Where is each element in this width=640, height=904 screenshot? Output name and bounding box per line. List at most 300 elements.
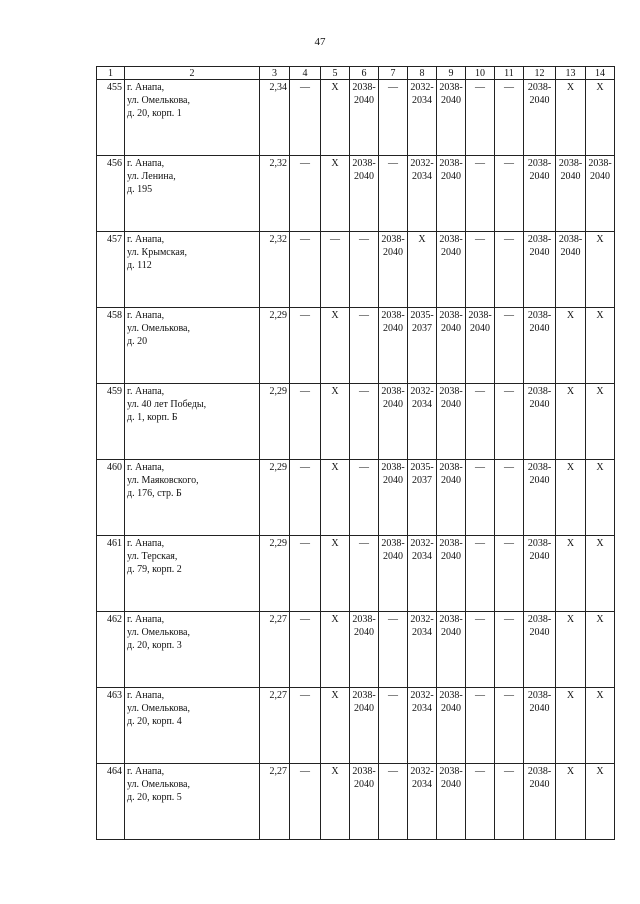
period-line: 2040 bbox=[383, 475, 403, 486]
period-line: 2037 bbox=[412, 475, 432, 486]
table-row bbox=[97, 156, 615, 232]
period-line: 2038- bbox=[381, 234, 405, 245]
period-line: 2034 bbox=[412, 171, 432, 182]
address-cell bbox=[125, 460, 260, 536]
period-cell-col6 bbox=[350, 308, 379, 384]
period-cell-col9 bbox=[437, 384, 466, 460]
address-line: ул. Омелькова, bbox=[127, 703, 190, 714]
period-line: 2038- bbox=[352, 158, 376, 169]
period-cell-col8 bbox=[408, 764, 437, 840]
period-line: — bbox=[475, 234, 485, 245]
period-cell-col7 bbox=[379, 536, 408, 612]
period-cell-col12 bbox=[524, 384, 556, 460]
period-line: 2034 bbox=[412, 703, 432, 714]
period-cell-col5 bbox=[321, 384, 350, 460]
period-cell-col4 bbox=[290, 688, 321, 764]
period-cell-col8 bbox=[408, 80, 437, 156]
column-number: 4 bbox=[290, 67, 321, 80]
address-line: г. Анапа, bbox=[127, 538, 165, 549]
address-line: ул. Ленина, bbox=[127, 171, 176, 182]
period-cell-col9 bbox=[437, 536, 466, 612]
period-line: — bbox=[300, 766, 310, 777]
period-line: 2038- bbox=[381, 538, 405, 549]
period-line: 2032- bbox=[410, 158, 434, 169]
period-line: — bbox=[475, 386, 485, 397]
period-line: — bbox=[359, 538, 369, 549]
period-cell-col4 bbox=[290, 612, 321, 688]
period-cell-col11 bbox=[495, 156, 524, 232]
period-line: 2040 bbox=[354, 627, 374, 638]
period-cell-col11 bbox=[495, 80, 524, 156]
period-line: — bbox=[388, 614, 398, 625]
row-number: 461 bbox=[97, 536, 125, 612]
period-line: 2038- bbox=[352, 690, 376, 701]
column-number: 13 bbox=[556, 67, 586, 80]
row-number: 463 bbox=[97, 688, 125, 764]
column-number-row bbox=[97, 67, 615, 80]
address-line: д. 112 bbox=[127, 260, 152, 271]
period-line: — bbox=[504, 766, 514, 777]
period-line: X bbox=[331, 690, 339, 701]
period-cell-col10 bbox=[466, 80, 495, 156]
period-cell-col7 bbox=[379, 232, 408, 308]
period-line: 2040 bbox=[441, 323, 461, 334]
period-line: X bbox=[331, 538, 339, 549]
period-cell-col12 bbox=[524, 688, 556, 764]
address-line: д. 20, корп. 5 bbox=[127, 792, 182, 803]
period-line: 2040 bbox=[529, 703, 550, 714]
address-line: д. 20 bbox=[127, 336, 148, 347]
period-cell-col7 bbox=[379, 156, 408, 232]
period-cell-col8 bbox=[408, 308, 437, 384]
period-line: 2032- bbox=[410, 766, 434, 777]
column-number: 8 bbox=[408, 67, 437, 80]
period-line: 2035- bbox=[410, 462, 434, 473]
period-cell-col11 bbox=[495, 232, 524, 308]
address-cell bbox=[125, 764, 260, 840]
period-line: X bbox=[331, 614, 339, 625]
period-cell-col4 bbox=[290, 764, 321, 840]
column-number: 14 bbox=[586, 67, 615, 80]
period-line: 2034 bbox=[412, 551, 432, 562]
period-cell-col8 bbox=[408, 688, 437, 764]
period-cell-col8 bbox=[408, 612, 437, 688]
address-cell bbox=[125, 232, 260, 308]
address-line: г. Анапа, bbox=[127, 386, 165, 397]
period-line: X bbox=[596, 386, 604, 397]
period-line: 2040 bbox=[441, 475, 461, 486]
period-cell-col14 bbox=[586, 688, 615, 764]
period-line: 2040 bbox=[470, 323, 490, 334]
column-number: 1 bbox=[97, 67, 125, 80]
address-cell bbox=[125, 384, 260, 460]
period-line: — bbox=[475, 158, 485, 169]
period-line: — bbox=[475, 82, 485, 93]
period-line: — bbox=[359, 234, 369, 245]
table-row bbox=[97, 384, 615, 460]
row-number: 462 bbox=[97, 612, 125, 688]
period-line: X bbox=[418, 234, 426, 245]
period-line: X bbox=[331, 310, 339, 321]
value-cell: 2,29 bbox=[260, 460, 290, 536]
register-table bbox=[96, 66, 615, 840]
address-line: ул. Омелькова, bbox=[127, 627, 190, 638]
address-line: г. Анапа, bbox=[127, 82, 165, 93]
period-cell-col7 bbox=[379, 612, 408, 688]
period-cell-col14 bbox=[586, 156, 615, 232]
period-cell-col13 bbox=[556, 612, 586, 688]
period-line: 2040 bbox=[441, 95, 461, 106]
period-line: 2040 bbox=[529, 399, 550, 410]
period-cell-col13 bbox=[556, 460, 586, 536]
period-line: X bbox=[596, 690, 604, 701]
period-cell-col10 bbox=[466, 384, 495, 460]
period-line: 2038- bbox=[558, 158, 583, 169]
period-line: — bbox=[300, 538, 310, 549]
period-cell-col9 bbox=[437, 308, 466, 384]
period-line: — bbox=[504, 386, 514, 397]
table-row bbox=[97, 688, 615, 764]
period-line: — bbox=[388, 690, 398, 701]
row-number: 458 bbox=[97, 308, 125, 384]
period-line: — bbox=[300, 234, 310, 245]
period-cell-col7 bbox=[379, 308, 408, 384]
period-line: 2034 bbox=[412, 779, 432, 790]
period-line: X bbox=[566, 310, 575, 321]
period-cell-col9 bbox=[437, 156, 466, 232]
period-cell-col8 bbox=[408, 232, 437, 308]
period-cell-col5 bbox=[321, 612, 350, 688]
period-line: 2040 bbox=[529, 627, 550, 638]
period-cell-col14 bbox=[586, 80, 615, 156]
period-cell-col12 bbox=[524, 536, 556, 612]
period-line: X bbox=[566, 690, 575, 701]
period-line: 2038- bbox=[588, 158, 612, 169]
period-line: 2034 bbox=[412, 399, 432, 410]
period-line: X bbox=[566, 82, 575, 93]
period-cell-col10 bbox=[466, 688, 495, 764]
period-cell-col5 bbox=[321, 764, 350, 840]
period-cell-col5 bbox=[321, 688, 350, 764]
period-line: 2038- bbox=[439, 310, 463, 321]
address-line: ул. Крымская, bbox=[127, 247, 187, 258]
period-cell-col4 bbox=[290, 80, 321, 156]
value-cell: 2,29 bbox=[260, 536, 290, 612]
period-line: 2038- bbox=[527, 766, 552, 777]
period-line: — bbox=[504, 82, 514, 93]
table-row bbox=[97, 764, 615, 840]
period-cell-col14 bbox=[586, 764, 615, 840]
period-line: X bbox=[566, 766, 575, 777]
period-line: 2038- bbox=[527, 538, 552, 549]
period-line: X bbox=[566, 614, 575, 625]
address-line: г. Анапа, bbox=[127, 766, 165, 777]
period-line: 2040 bbox=[354, 95, 374, 106]
period-line: 2038- bbox=[527, 158, 552, 169]
period-line: X bbox=[331, 82, 339, 93]
address-line: ул. Маяковского, bbox=[127, 475, 199, 486]
period-line: — bbox=[475, 690, 485, 701]
period-cell-col11 bbox=[495, 764, 524, 840]
address-cell bbox=[125, 536, 260, 612]
period-cell-col12 bbox=[524, 308, 556, 384]
period-line: 2040 bbox=[441, 551, 461, 562]
period-line: — bbox=[504, 462, 514, 473]
period-line: — bbox=[388, 158, 398, 169]
value-cell: 2,27 bbox=[260, 612, 290, 688]
period-line: 2040 bbox=[529, 247, 550, 258]
period-line: 2040 bbox=[441, 703, 461, 714]
address-line: г. Анапа, bbox=[127, 614, 165, 625]
period-cell-col12 bbox=[524, 156, 556, 232]
period-line: 2032- bbox=[410, 614, 434, 625]
address-cell bbox=[125, 308, 260, 384]
period-cell-col6 bbox=[350, 612, 379, 688]
period-line: — bbox=[359, 462, 369, 473]
period-line: — bbox=[300, 310, 310, 321]
period-cell-col13 bbox=[556, 688, 586, 764]
period-line: 2038- bbox=[439, 82, 463, 93]
period-cell-col7 bbox=[379, 80, 408, 156]
period-cell-col14 bbox=[586, 232, 615, 308]
period-line: 2035- bbox=[410, 310, 434, 321]
period-line: — bbox=[504, 538, 514, 549]
period-cell-col12 bbox=[524, 612, 556, 688]
period-line: X bbox=[331, 158, 339, 169]
table-body bbox=[97, 67, 615, 840]
address-line: г. Анапа, bbox=[127, 158, 165, 169]
period-cell-col10 bbox=[466, 156, 495, 232]
period-line: 2038- bbox=[439, 386, 463, 397]
period-line: — bbox=[359, 386, 369, 397]
period-line: 2040 bbox=[354, 171, 374, 182]
period-line: 2038- bbox=[352, 82, 376, 93]
period-line: — bbox=[504, 234, 514, 245]
period-cell-col12 bbox=[524, 80, 556, 156]
column-number: 11 bbox=[495, 67, 524, 80]
period-line: 2038- bbox=[439, 766, 463, 777]
period-line: — bbox=[504, 310, 514, 321]
period-line: 2038- bbox=[439, 690, 463, 701]
period-cell-col7 bbox=[379, 384, 408, 460]
period-line: X bbox=[566, 462, 575, 473]
address-line: г. Анапа, bbox=[127, 462, 165, 473]
page-number: 47 bbox=[314, 36, 326, 48]
row-number: 457 bbox=[97, 232, 125, 308]
period-line: — bbox=[504, 158, 514, 169]
period-cell-col10 bbox=[466, 536, 495, 612]
period-cell-col13 bbox=[556, 308, 586, 384]
period-cell-col4 bbox=[290, 384, 321, 460]
table-row bbox=[97, 536, 615, 612]
period-line: 2038- bbox=[381, 462, 405, 473]
period-cell-col9 bbox=[437, 80, 466, 156]
period-cell-col5 bbox=[321, 232, 350, 308]
period-line: — bbox=[475, 614, 485, 625]
period-line: — bbox=[359, 310, 369, 321]
period-line: 2040 bbox=[383, 551, 403, 562]
period-line: — bbox=[388, 766, 398, 777]
value-cell: 2,34 bbox=[260, 80, 290, 156]
period-line: — bbox=[330, 234, 340, 245]
address-line: д. 79, корп. 2 bbox=[127, 564, 182, 575]
period-line: 2038- bbox=[527, 462, 552, 473]
period-line: — bbox=[475, 766, 485, 777]
period-line: X bbox=[596, 234, 604, 245]
period-line: 2038- bbox=[558, 234, 583, 245]
period-cell-col6 bbox=[350, 384, 379, 460]
address-line: г. Анапа, bbox=[127, 234, 165, 245]
column-number: 2 bbox=[125, 67, 260, 80]
period-line: 2040 bbox=[529, 323, 550, 334]
period-cell-col7 bbox=[379, 460, 408, 536]
period-cell-col13 bbox=[556, 156, 586, 232]
period-cell-col8 bbox=[408, 536, 437, 612]
value-cell: 2,32 bbox=[260, 232, 290, 308]
period-line: — bbox=[504, 690, 514, 701]
period-cell-col12 bbox=[524, 764, 556, 840]
period-cell-col10 bbox=[466, 764, 495, 840]
period-cell-col6 bbox=[350, 80, 379, 156]
period-cell-col14 bbox=[586, 384, 615, 460]
value-cell: 2,29 bbox=[260, 308, 290, 384]
address-line: д. 20, корп. 3 bbox=[127, 640, 182, 651]
period-cell-col8 bbox=[408, 460, 437, 536]
period-cell-col9 bbox=[437, 460, 466, 536]
period-line: 2040 bbox=[441, 247, 461, 258]
period-line: 2038- bbox=[527, 234, 552, 245]
row-number: 459 bbox=[97, 384, 125, 460]
period-line: 2040 bbox=[529, 171, 550, 182]
period-line: 2038- bbox=[439, 462, 463, 473]
period-line: 2032- bbox=[410, 538, 434, 549]
period-cell-col12 bbox=[524, 232, 556, 308]
period-cell-col5 bbox=[321, 308, 350, 384]
column-number: 7 bbox=[379, 67, 408, 80]
period-cell-col10 bbox=[466, 460, 495, 536]
period-line: 2038- bbox=[527, 386, 552, 397]
period-cell-col6 bbox=[350, 688, 379, 764]
period-line: 2032- bbox=[410, 82, 434, 93]
period-cell-col5 bbox=[321, 460, 350, 536]
period-line: 2034 bbox=[412, 95, 432, 106]
period-line: 2040 bbox=[441, 171, 461, 182]
period-cell-col8 bbox=[408, 384, 437, 460]
period-line: X bbox=[596, 538, 604, 549]
period-line: X bbox=[596, 614, 604, 625]
period-line: X bbox=[331, 386, 339, 397]
address-line: д. 176, стр. Б bbox=[127, 488, 182, 499]
value-cell: 2,32 bbox=[260, 156, 290, 232]
period-line: 2034 bbox=[412, 627, 432, 638]
period-line: — bbox=[388, 82, 398, 93]
value-cell: 2,27 bbox=[260, 764, 290, 840]
row-number: 455 bbox=[97, 80, 125, 156]
period-cell-col9 bbox=[437, 688, 466, 764]
period-cell-col14 bbox=[586, 460, 615, 536]
address-cell bbox=[125, 612, 260, 688]
period-line: 2038- bbox=[439, 538, 463, 549]
period-line: X bbox=[331, 462, 339, 473]
period-cell-col11 bbox=[495, 612, 524, 688]
address-cell bbox=[125, 688, 260, 764]
period-line: 2040 bbox=[354, 703, 374, 714]
period-cell-col5 bbox=[321, 156, 350, 232]
period-line: 2040 bbox=[383, 399, 403, 410]
address-line: ул. Омелькова, bbox=[127, 779, 190, 790]
period-line: X bbox=[596, 462, 604, 473]
period-line: — bbox=[300, 386, 310, 397]
period-line: 2040 bbox=[529, 475, 550, 486]
column-number: 9 bbox=[437, 67, 466, 80]
period-cell-col14 bbox=[586, 612, 615, 688]
period-cell-col10 bbox=[466, 308, 495, 384]
period-line: — bbox=[504, 614, 514, 625]
value-cell: 2,29 bbox=[260, 384, 290, 460]
period-line: X bbox=[566, 386, 575, 397]
period-line: 2032- bbox=[410, 690, 434, 701]
period-cell-col6 bbox=[350, 536, 379, 612]
address-line: ул. Терская, bbox=[127, 551, 178, 562]
address-line: ул. Омелькова, bbox=[127, 95, 190, 106]
period-cell-col14 bbox=[586, 308, 615, 384]
period-line: 2040 bbox=[354, 779, 374, 790]
address-line: г. Анапа, bbox=[127, 690, 165, 701]
period-line: 2040 bbox=[441, 627, 461, 638]
period-line: — bbox=[475, 538, 485, 549]
period-cell-col4 bbox=[290, 460, 321, 536]
period-cell-col10 bbox=[466, 232, 495, 308]
period-line: 2040 bbox=[441, 399, 461, 410]
period-cell-col13 bbox=[556, 232, 586, 308]
period-line: 2038- bbox=[352, 766, 376, 777]
period-cell-col14 bbox=[586, 536, 615, 612]
period-line: X bbox=[596, 82, 604, 93]
period-line: 2038- bbox=[468, 310, 492, 321]
period-cell-col4 bbox=[290, 232, 321, 308]
period-line: 2038- bbox=[527, 82, 552, 93]
period-cell-col9 bbox=[437, 232, 466, 308]
period-cell-col9 bbox=[437, 764, 466, 840]
column-number: 12 bbox=[524, 67, 556, 80]
table-row bbox=[97, 612, 615, 688]
period-cell-col8 bbox=[408, 156, 437, 232]
period-line: — bbox=[300, 614, 310, 625]
period-line: 2038- bbox=[439, 614, 463, 625]
period-line: 2038- bbox=[439, 158, 463, 169]
table-row bbox=[97, 460, 615, 536]
period-cell-col11 bbox=[495, 384, 524, 460]
column-number: 3 bbox=[260, 67, 290, 80]
address-line: ул. 40 лет Победы, bbox=[127, 399, 207, 410]
period-line: 2038- bbox=[527, 614, 552, 625]
period-cell-col5 bbox=[321, 536, 350, 612]
table-row bbox=[97, 308, 615, 384]
row-number: 464 bbox=[97, 764, 125, 840]
table-row bbox=[97, 232, 615, 308]
period-line: X bbox=[596, 766, 604, 777]
period-cell-col7 bbox=[379, 764, 408, 840]
period-line: — bbox=[300, 462, 310, 473]
period-line: X bbox=[331, 766, 339, 777]
period-line: 2038- bbox=[381, 310, 405, 321]
period-cell-col4 bbox=[290, 156, 321, 232]
period-line: 2037 bbox=[412, 323, 432, 334]
period-cell-col4 bbox=[290, 536, 321, 612]
row-number: 460 bbox=[97, 460, 125, 536]
address-cell bbox=[125, 80, 260, 156]
period-cell-col11 bbox=[495, 460, 524, 536]
